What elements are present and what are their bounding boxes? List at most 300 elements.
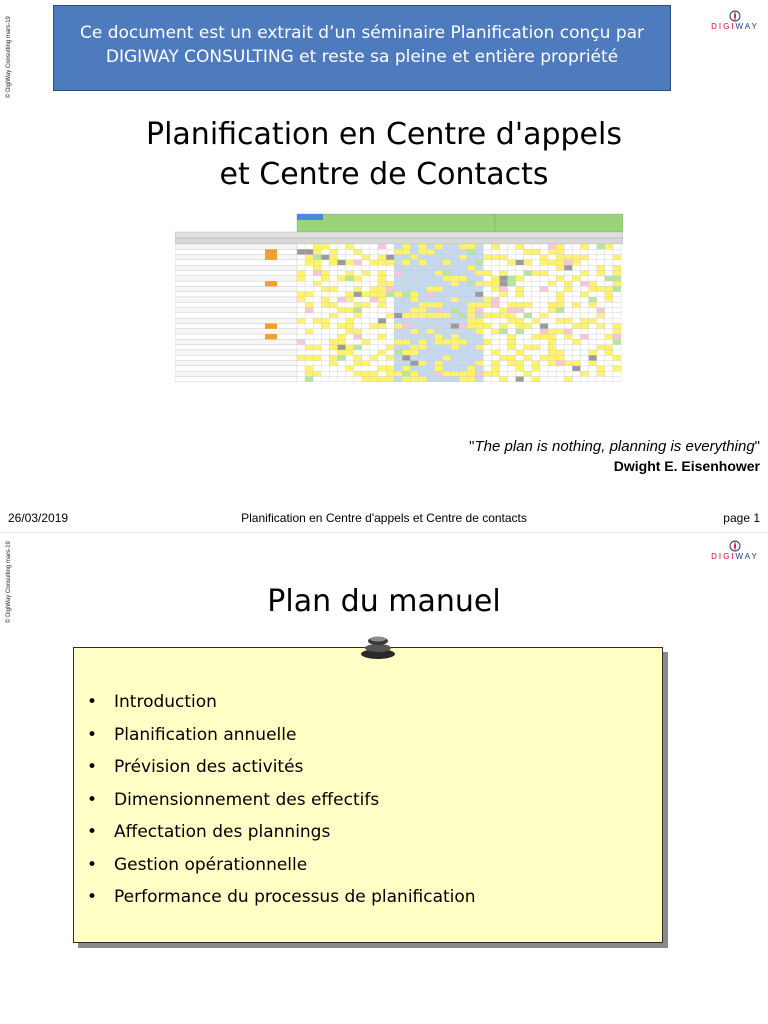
sheet-cell	[459, 329, 467, 334]
sheet-cell	[370, 318, 378, 323]
sheet-cell	[338, 371, 346, 376]
sheet-cell	[613, 313, 621, 318]
sheet-cell	[597, 366, 605, 371]
sheet-cell	[443, 371, 451, 376]
sheet-cell	[540, 345, 548, 350]
sheet-cell	[572, 286, 580, 291]
sheet-cell	[402, 324, 410, 329]
sheet-cell	[605, 324, 613, 329]
sheet-cell	[313, 271, 321, 276]
sheet-cell	[297, 350, 305, 355]
sheet-cell	[500, 255, 508, 260]
sheet-cell	[313, 276, 321, 281]
sheet-cell	[362, 313, 370, 318]
sheet-cell	[451, 286, 459, 291]
sheet-cell	[354, 302, 362, 307]
sheet-cell	[564, 260, 572, 265]
sheet-cell	[443, 292, 451, 297]
sheet-cell	[548, 249, 556, 254]
sheet-cell	[313, 260, 321, 265]
sheet-cell	[532, 281, 540, 286]
sheet-cell	[572, 371, 580, 376]
sheet-cell	[572, 345, 580, 350]
sheet-cell	[467, 260, 475, 265]
sheet-cell	[597, 308, 605, 313]
sheet-cell	[483, 355, 491, 360]
sheet-cell	[427, 308, 435, 313]
sheet-cell	[524, 318, 532, 323]
sheet-cell	[362, 255, 370, 260]
sheet-cell	[402, 377, 410, 382]
sheet-cell	[370, 355, 378, 360]
sheet-cell	[346, 265, 354, 270]
sheet-cell	[532, 366, 540, 371]
sheet-cell	[475, 255, 483, 260]
sheet-cell	[467, 345, 475, 350]
sheet-cell	[338, 276, 346, 281]
sheet-cell	[483, 297, 491, 302]
bullet-icon: •	[87, 887, 98, 907]
sheet-cell	[419, 244, 427, 249]
sheet-cell	[443, 324, 451, 329]
sheet-cell	[370, 361, 378, 366]
sheet-cell	[467, 313, 475, 318]
slide1-title	[0, 115, 768, 195]
sheet-cell	[548, 361, 556, 366]
sheet-cell	[613, 334, 621, 339]
sheet-cell	[564, 249, 572, 254]
sheet-cell	[443, 260, 451, 265]
sheet-cell	[467, 324, 475, 329]
sheet-cell	[346, 292, 354, 297]
sheet-cell	[305, 308, 313, 313]
sheet-cell	[483, 281, 491, 286]
sheet-cell	[435, 350, 443, 355]
sheet-cell	[402, 308, 410, 313]
sheet-cell	[443, 297, 451, 302]
sheet-cell	[297, 308, 305, 313]
sheet-cell	[556, 308, 564, 313]
sheet-cell	[605, 292, 613, 297]
sheet-cell	[467, 350, 475, 355]
sheet-cell	[556, 249, 564, 254]
sheet-cell	[321, 297, 329, 302]
sheet-cell	[297, 371, 305, 376]
sheet-cell	[491, 244, 499, 249]
sheet-cell	[589, 276, 597, 281]
sheet-cell	[540, 271, 548, 276]
sheet-cell	[475, 297, 483, 302]
sheet-cell	[313, 361, 321, 366]
sheet-cell	[378, 308, 386, 313]
sheet-cell	[572, 265, 580, 270]
sheet-cell	[556, 371, 564, 376]
sheet-cell	[500, 350, 508, 355]
sheet-cell	[451, 318, 459, 323]
sheet-cell	[459, 302, 467, 307]
sheet-cell	[313, 329, 321, 334]
sheet-cell	[451, 265, 459, 270]
sheet-cell	[305, 297, 313, 302]
sheet-cell	[597, 244, 605, 249]
sheet-cell	[548, 276, 556, 281]
sheet-cell	[556, 318, 564, 323]
sheet-cell	[516, 339, 524, 344]
sheet-cell	[175, 313, 297, 318]
sheet-cell	[508, 286, 516, 291]
sheet-cell	[297, 292, 305, 297]
sheet-cell	[297, 260, 305, 265]
sheet-cell	[475, 249, 483, 254]
sheet-cell	[362, 260, 370, 265]
sheet-cell	[605, 339, 613, 344]
sheet-cell	[589, 302, 597, 307]
sheet-cell	[532, 345, 540, 350]
sheet-cell	[475, 350, 483, 355]
sheet-cell	[508, 281, 516, 286]
sheet-cell	[297, 361, 305, 366]
sheet-cell	[402, 281, 410, 286]
sheet-cell	[605, 260, 613, 265]
sheet-cell	[516, 255, 524, 260]
sheet-cell	[524, 366, 532, 371]
sheet-cell	[467, 308, 475, 313]
sheet-cell	[605, 297, 613, 302]
sheet-cell	[483, 308, 491, 313]
sheet-cell	[500, 265, 508, 270]
sheet-cell	[346, 345, 354, 350]
footer-date: 26/03/2019	[8, 511, 69, 525]
sheet-cell	[175, 318, 297, 323]
sheet-cell	[572, 249, 580, 254]
sheet-cell	[175, 238, 623, 244]
sheet-cell	[427, 324, 435, 329]
sheet-cell	[524, 345, 532, 350]
sheet-cell	[556, 350, 564, 355]
sheet-cell	[500, 271, 508, 276]
sheet-cell	[508, 302, 516, 307]
sheet-cell	[508, 255, 516, 260]
sheet-cell	[524, 334, 532, 339]
sheet-cell	[564, 286, 572, 291]
sheet-cell	[548, 355, 556, 360]
sheet-cell	[354, 324, 362, 329]
sheet-cell	[402, 361, 410, 366]
sheet-cell	[483, 377, 491, 382]
sheet-cell	[338, 302, 346, 307]
sheet-cell	[297, 324, 305, 329]
sheet-cell	[516, 281, 524, 286]
sheet-cell	[394, 339, 402, 344]
sheet-cell	[329, 249, 337, 254]
sheet-cell	[329, 371, 337, 376]
sheet-cell	[564, 313, 572, 318]
sheet-cell	[338, 260, 346, 265]
sheet-cell	[451, 313, 459, 318]
sheet-cell	[459, 334, 467, 339]
sheet-cell	[386, 329, 394, 334]
sheet-cell	[329, 286, 337, 291]
sheet-cell	[362, 324, 370, 329]
sheet-cell	[321, 271, 329, 276]
sheet-cell	[524, 329, 532, 334]
sheet-cell	[475, 329, 483, 334]
sheet-cell	[175, 324, 297, 329]
sheet-cell	[427, 371, 435, 376]
sheet-cell	[548, 366, 556, 371]
sheet-cell	[346, 286, 354, 291]
sheet-cell	[394, 361, 402, 366]
sheet-cell	[427, 377, 435, 382]
sheet-cell	[346, 350, 354, 355]
sheet-cell	[362, 271, 370, 276]
sheet-cell	[500, 286, 508, 291]
sheet-cell	[475, 355, 483, 360]
sheet-cell	[581, 366, 589, 371]
sheet-cell	[548, 313, 556, 318]
sheet-cell	[305, 276, 313, 281]
sheet-cell	[597, 292, 605, 297]
sheet-cell	[313, 281, 321, 286]
sheet-cell	[572, 276, 580, 281]
sheet-cell	[443, 339, 451, 344]
sheet-cell	[572, 366, 580, 371]
sheet-cell	[338, 345, 346, 350]
sheet-cell	[564, 318, 572, 323]
sheet-cell	[427, 281, 435, 286]
sheet-cell	[589, 318, 597, 323]
sheet-cell	[524, 292, 532, 297]
sheet-cell	[435, 281, 443, 286]
sheet-cell	[532, 244, 540, 249]
sheet-cell	[451, 302, 459, 307]
quote-author: Dwight E. Eisenhower	[613, 458, 760, 474]
sheet-cell	[435, 366, 443, 371]
sheet-cell	[589, 260, 597, 265]
sheet-cell	[378, 361, 386, 366]
sheet-cell	[305, 355, 313, 360]
sheet-cell	[605, 286, 613, 291]
sheet-cell	[427, 318, 435, 323]
sheet-cell	[321, 244, 329, 249]
sheet-cell	[321, 292, 329, 297]
sheet-cell	[491, 302, 499, 307]
sheet-cell	[297, 313, 305, 318]
sheet-cell	[321, 286, 329, 291]
sheet-cell	[443, 286, 451, 291]
sheet-cell	[605, 345, 613, 350]
sheet-cell	[540, 377, 548, 382]
sheet-cell	[305, 249, 313, 254]
sheet-cell	[443, 345, 451, 350]
sheet-cell	[597, 265, 605, 270]
sheet-cell	[516, 308, 524, 313]
sheet-cell	[467, 249, 475, 254]
sheet-cell	[354, 249, 362, 254]
sheet-cell	[459, 297, 467, 302]
sheet-cell	[402, 260, 410, 265]
sheet-cell	[370, 350, 378, 355]
sheet-cell	[556, 334, 564, 339]
sheet-cell	[435, 377, 443, 382]
sheet-cell	[265, 334, 277, 339]
sheet-cell	[605, 276, 613, 281]
sheet-cell	[483, 244, 491, 249]
sheet-cell	[346, 313, 354, 318]
sheet-cell	[589, 377, 597, 382]
sheet-cell	[524, 297, 532, 302]
sheet-cell	[500, 313, 508, 318]
sheet-cell	[394, 276, 402, 281]
sheet-cell	[362, 371, 370, 376]
sheet-cell	[386, 318, 394, 323]
sheet-cell	[532, 255, 540, 260]
sheet-cell	[581, 350, 589, 355]
sheet-cell	[175, 308, 297, 313]
sheet-cell	[435, 271, 443, 276]
sheet-cell	[605, 329, 613, 334]
sheet-cell	[175, 329, 297, 334]
sheet-cell	[597, 271, 605, 276]
sheet-cell	[548, 271, 556, 276]
sheet-cell	[386, 371, 394, 376]
sheet-cell	[354, 377, 362, 382]
sheet-cell	[556, 297, 564, 302]
sheet-cell	[540, 308, 548, 313]
sheet-cell	[297, 329, 305, 334]
sheet-cell	[175, 350, 297, 355]
sheet-cell	[589, 324, 597, 329]
sheet-cell	[410, 324, 418, 329]
sheet-cell	[516, 249, 524, 254]
sheet-cell	[402, 271, 410, 276]
sheet-cell	[572, 377, 580, 382]
sheet-cell	[508, 361, 516, 366]
sheet-cell	[419, 355, 427, 360]
sheet-cell	[548, 244, 556, 249]
sheet-cell	[540, 260, 548, 265]
sheet-cell	[500, 297, 508, 302]
sheet-cell	[175, 255, 297, 260]
sheet-cell	[362, 302, 370, 307]
sheet-cell	[378, 302, 386, 307]
sheet-cell	[597, 302, 605, 307]
sheet-cell	[297, 286, 305, 291]
sheet-cell	[532, 313, 540, 318]
sheet-cell	[346, 260, 354, 265]
sheet-cell	[378, 244, 386, 249]
sheet-cell	[305, 345, 313, 350]
sheet-cell	[532, 339, 540, 344]
sheet-cell	[362, 350, 370, 355]
sheet-cell	[597, 318, 605, 323]
sheet-cell	[540, 292, 548, 297]
sheet-cell	[394, 345, 402, 350]
sheet-cell	[410, 292, 418, 297]
sheet-cell	[508, 313, 516, 318]
sheet-cell	[459, 366, 467, 371]
sheet-cell	[500, 377, 508, 382]
sheet-cell	[313, 244, 321, 249]
sheet-cell	[175, 377, 297, 382]
sheet-cell	[435, 265, 443, 270]
sheet-cell	[329, 255, 337, 260]
sheet-cell	[346, 276, 354, 281]
sheet-cell	[467, 244, 475, 249]
sheet-cell	[540, 339, 548, 344]
sheet-cell	[581, 361, 589, 366]
sheet-cell	[548, 286, 556, 291]
sheet-cell	[427, 255, 435, 260]
sheet-cell	[459, 260, 467, 265]
sheet-cell	[581, 371, 589, 376]
sheet-cell	[500, 276, 508, 281]
sheet-cell	[451, 339, 459, 344]
sheet-cell	[524, 260, 532, 265]
sheet-cell	[305, 334, 313, 339]
sheet-cell	[435, 339, 443, 344]
sheet-cell	[313, 302, 321, 307]
sheet-cell	[402, 286, 410, 291]
sheet-cell	[427, 292, 435, 297]
sheet-cell	[370, 371, 378, 376]
sheet-cell	[362, 345, 370, 350]
sheet-cell	[175, 271, 297, 276]
sheet-cell	[386, 308, 394, 313]
sheet-cell	[516, 324, 524, 329]
sheet-cell	[175, 244, 297, 249]
sheet-cell	[346, 329, 354, 334]
sheet-cell	[556, 292, 564, 297]
sheet-cell	[362, 329, 370, 334]
sheet-cell	[378, 377, 386, 382]
sheet-cell	[370, 329, 378, 334]
sheet-cell	[386, 345, 394, 350]
sheet-cell	[467, 265, 475, 270]
sheet-cell	[386, 361, 394, 366]
sheet-cell	[589, 371, 597, 376]
sheet-cell	[305, 361, 313, 366]
sheet-cell	[338, 249, 346, 254]
sheet-cell	[402, 244, 410, 249]
sheet-cell	[491, 265, 499, 270]
sheet-cell	[540, 334, 548, 339]
sheet-cell	[483, 255, 491, 260]
sheet-cell	[483, 334, 491, 339]
sheet-cell	[459, 318, 467, 323]
bullet-icon: •	[87, 757, 98, 777]
sheet-cell	[451, 334, 459, 339]
sheet-cell	[613, 350, 621, 355]
sheet-cell	[419, 271, 427, 276]
sheet-cell	[548, 281, 556, 286]
sheet-cell	[354, 244, 362, 249]
sheet-cell	[475, 244, 483, 249]
sheet-cell	[500, 345, 508, 350]
sheet-cell	[556, 366, 564, 371]
sheet-cell	[597, 377, 605, 382]
sheet-cell	[540, 313, 548, 318]
sheet-cell	[556, 302, 564, 307]
sheet-cell	[338, 361, 346, 366]
sheet-cell	[354, 339, 362, 344]
sheet-cell	[564, 265, 572, 270]
sheet-cell	[435, 292, 443, 297]
sheet-cell	[451, 308, 459, 313]
sheet-cell	[540, 281, 548, 286]
sheet-cell	[338, 329, 346, 334]
sheet-cell	[459, 371, 467, 376]
